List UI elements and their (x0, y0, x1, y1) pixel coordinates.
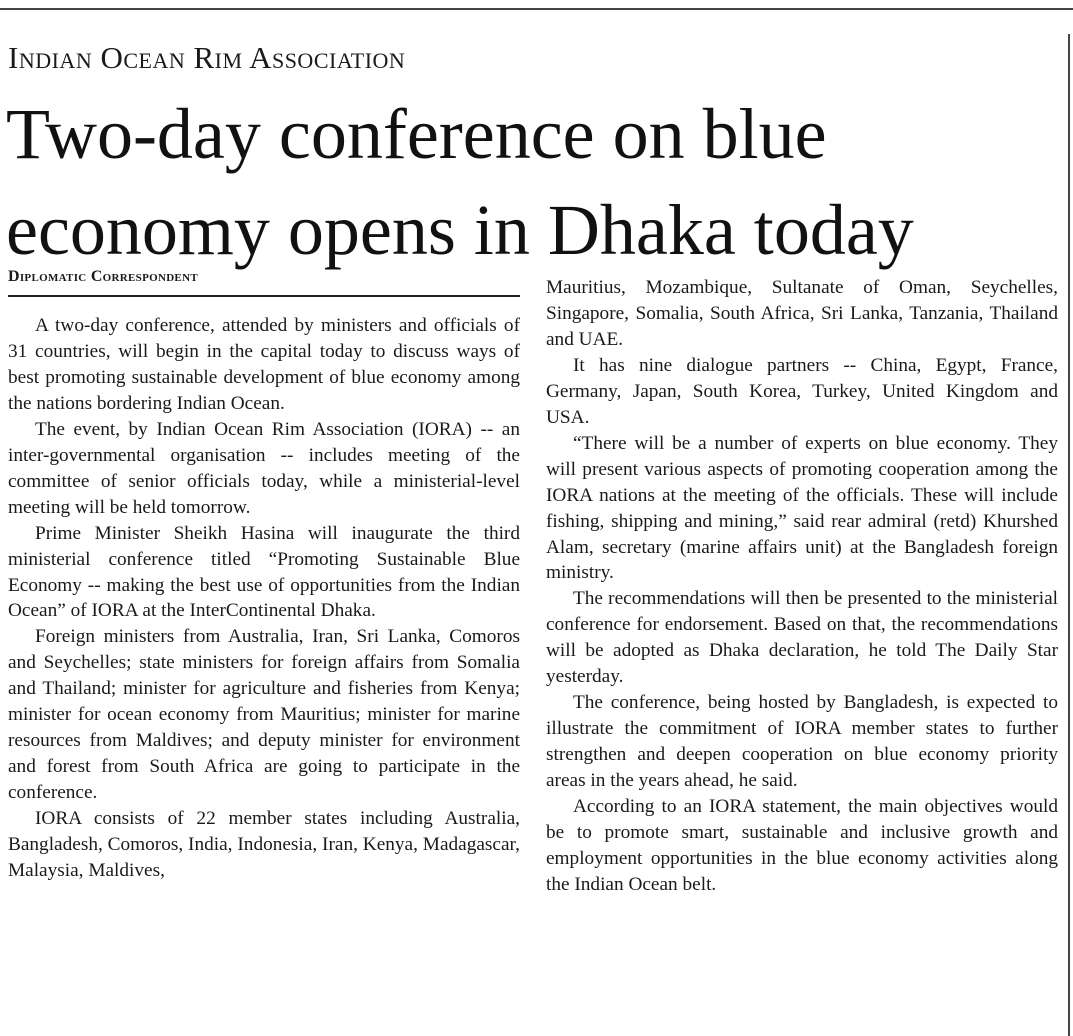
paragraph: It has nine dialogue partners -- China, Egypt, France, Germany, Japan, South Korea, Turkey, United Kingdom and USA. (546, 354, 1058, 428)
article-column-left (8, 313, 520, 884)
paragraph: The event, by Indian Ocean Rim Association (IORA) -- an inter-governmental organisation -- includes meeting of the committee of senior officials today, while a ministerial-level meeting will be held tomorrow. (8, 418, 520, 518)
section-kicker: Indian Ocean Rim Association (8, 40, 406, 75)
byline-divider (8, 295, 520, 297)
paragraph: Foreign ministers from Australia, Iran, Sri Lanka, Comoros and Seychelles; state ministers for foreign affairs from Somalia and Thailand; minister for agriculture and fisheries from Kenya; minister for ocean economy from Mauritius; minister for marine resources from Maldives; and deputy minister for environment and forest from South Africa are going to participate in the conference. (8, 626, 520, 804)
paragraph: Prime Minister Sheikh Hasina will inaugurate the third ministerial conference titled “Promoting Sustainable Blue Economy -- making the best use of opportunities from the Indian Ocean” of IORA at the InterContinental Dhaka. (8, 522, 520, 622)
byline: Diplomatic Correspondent (8, 268, 198, 285)
paragraph: “There will be a number of experts on blue economy. They will present various aspects of promoting cooperation among the IORA nations at the meeting of the officials. These will include fishing, shipping and mining,” said rear admiral (retd) Khurshed Alam, secretary (marine affairs unit) at the Bangladesh foreign ministry. (546, 432, 1058, 584)
paragraph: The conference, being hosted by Bangladesh, is expected to illustrate the commitment of IORA member states to further strengthen and deepen cooperation on blue economy priority areas in the years ahead, he said. (546, 692, 1058, 792)
paragraph: A two-day conference, attended by ministers and officials of 31 countries, will begin in the capital today to discuss ways of best promoting sustainable development of blue economy among the nations bordering Indian Ocean. (8, 315, 520, 414)
article-column-right (546, 275, 1058, 898)
paragraph: According to an IORA statement, the main objectives would be to promote smart, sustainable and inclusive growth and employment opportunities in the blue economy activities along the Indian Ocean belt. (546, 796, 1058, 895)
right-border-rule (1068, 34, 1070, 1036)
paragraph: Mauritius, Mozambique, Sultanate of Oman, Seychelles, Singapore, Somalia, South Africa, Sri Lanka, Tanzania, Thailand and UAE. (546, 277, 1058, 350)
paragraph: IORA consists of 22 member states including Australia, Bangladesh, Comoros, India, Indonesia, Iran, Kenya, Madagascar, Malaysia, Maldives, (8, 808, 520, 882)
paragraph: The recommendations will then be presented to the ministerial conference for endorsement. Based on that, the recommendations will be adopted as Dhaka declaration, he told The Daily Star yesterday. (546, 588, 1058, 688)
headline: Two-day conference on blue economy opens in Dhaka today (6, 94, 914, 270)
top-border-rule (0, 8, 1073, 10)
